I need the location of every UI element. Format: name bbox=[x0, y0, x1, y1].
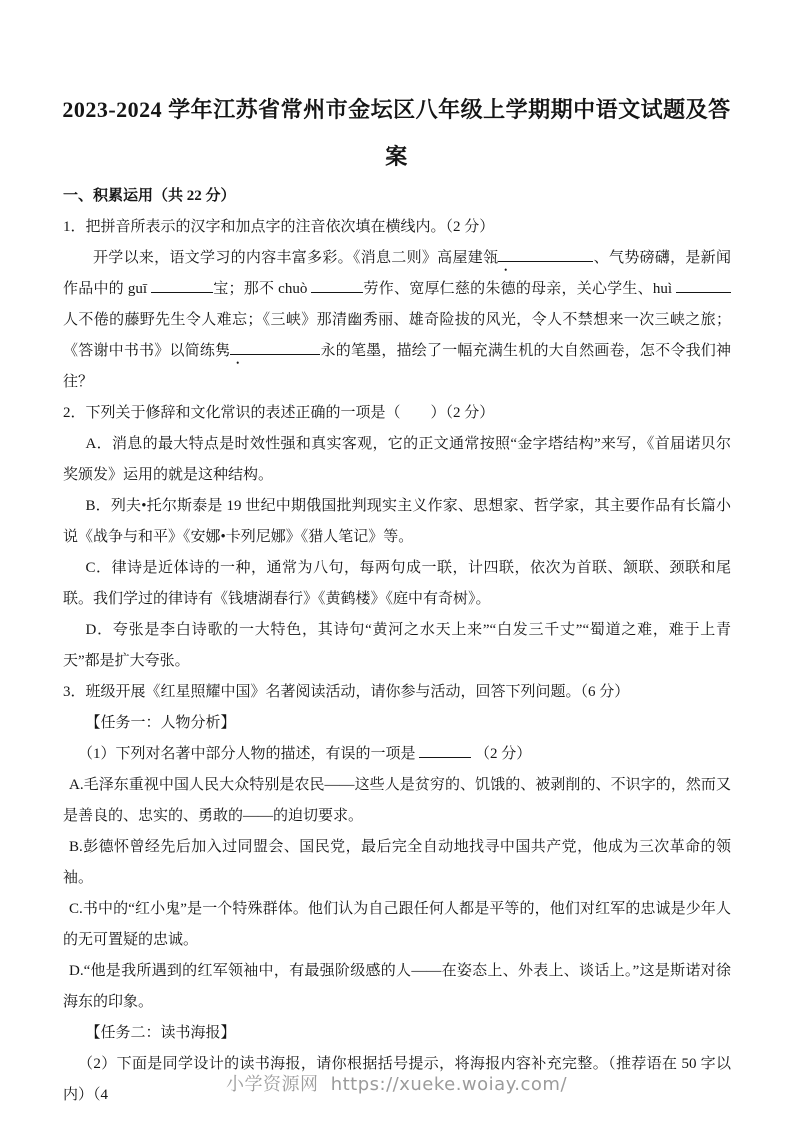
task-1-heading-text: 【任务一：人物分析】 bbox=[85, 715, 236, 731]
question-2-stem bbox=[63, 398, 731, 429]
question-3-1-stem-text: （2 分） bbox=[471, 746, 532, 762]
answer-blank bbox=[311, 290, 363, 293]
question-3-1-option-a-text: A.毛泽东重视中国人民大众特别是农民——这些人是贫穷的、饥饿的、被剥削的、不识字的，然而又是善良的、忠实的、勇敢的——的迫切要求。 bbox=[63, 777, 731, 824]
question-3-1-stem-text: （1）下列对名著中部分人物的描述，有误的一项是 bbox=[78, 746, 420, 762]
question-2-option-d-text: D．夸张是李白诗歌的一大特色，其诗句“黄河之水天上来”“白发三千丈”“蜀道之难，难于上青天”都是扩大夸张。 bbox=[63, 622, 731, 669]
question-3-1-option-b bbox=[63, 832, 731, 894]
answer-blank bbox=[498, 259, 593, 262]
question-3-1-option-c-text: C.书中的“红小鬼”是一个特殊群体。他们认为自己跟任何人都是平等的，他们对红军的忠诚是少年人的无可置疑的忠诚。 bbox=[63, 901, 731, 948]
footer-site-name: 小学资源网 bbox=[225, 1074, 319, 1095]
question-2-option-d bbox=[63, 615, 731, 677]
answer-blank bbox=[230, 352, 320, 355]
footer-site-url[interactable]: https://xueke.woiay.com/ bbox=[330, 1074, 568, 1095]
answer-blank bbox=[676, 290, 731, 293]
question-3-1-option-d bbox=[63, 956, 731, 1018]
question-3-1-option-d-text: D.“他是我所遇到的红军领袖中，有最强阶级感的人——在姿态上、外表上、谈话上。”这是斯诺对徐海东的印象。 bbox=[63, 963, 731, 1010]
emphasized-char: 瓴 bbox=[483, 250, 499, 266]
question-3-1-stem bbox=[63, 739, 731, 770]
question-2-option-a bbox=[63, 429, 731, 491]
answer-blank bbox=[151, 290, 213, 293]
task-2-heading-text: 【任务二：读书海报】 bbox=[85, 1025, 236, 1041]
question-3-1-option-b-text: B.彭德怀曾经先后加入过同盟会、国民党，最后完全自动地找寻中国共产党，他成为三次革命的领袖。 bbox=[63, 839, 731, 886]
question-1-passage-text: 人不倦的藤野先生令人难忘；《三峡》那清幽秀丽、雄奇险拔的风光，令人不禁想来一次三峡之旅；《答谢中书书》以简练 bbox=[63, 312, 731, 359]
question-3-1-option-a bbox=[63, 770, 731, 832]
question-1-passage-text: 开学以来，语文学习的内容丰富多彩。《消息二则》高屋建 bbox=[93, 250, 484, 266]
question-2-option-b-text: B．列夫•托尔斯泰是 19 世纪中期俄国批判现实主义作家、思想家、哲学家，其主要作品有长篇小说《战争与和平》《安娜•卡列尼娜》《猎人笔记》等。 bbox=[63, 498, 731, 545]
page-footer bbox=[0, 1070, 793, 1096]
question-2-option-c-text: C．律诗是近体诗的一种，通常为八句，每两句成一联，计四联，依次为首联、颔联、颈联和尾联。我们学过的律诗有《钱塘湖春行》《黄鹤楼》《庭中有奇树》。 bbox=[63, 560, 731, 607]
question-2-option-c bbox=[63, 553, 731, 615]
document-title-line2: 案 bbox=[385, 144, 408, 169]
section-1-heading-text: 一、积累运用（共 22 分） bbox=[63, 188, 236, 204]
question-1-stem-text: 1．把拼音所表示的汉字和加点字的注音依次填在横线内。（2 分） bbox=[63, 219, 495, 235]
question-3-2-stem-text: （2）下面是同学设计的读书海报，请你根据括号提示，将海报内容补充完整。（推荐语在 50 字以内）（4 bbox=[63, 1056, 731, 1103]
question-3-stem-text: 3．班级开展《红星照耀中国》名著阅读活动，请你参与活动，回答下列问题。（6 分） bbox=[63, 684, 630, 700]
task-1-heading bbox=[63, 708, 731, 739]
question-2-option-a-text: A．消息的最大特点是时效性强和真实客观，它的正文通常按照“金字塔结构”来写，《首届诺贝尔奖颁发》运用的就是这种结构。 bbox=[63, 436, 731, 483]
question-1-passage-text: 、气势磅礴，是新闻作品中的 guī bbox=[63, 250, 731, 297]
question-1-stem bbox=[63, 212, 731, 243]
question-1-passage-text: 宝；那不 chuò bbox=[213, 281, 312, 297]
question-1-passage-text: 劳作、宽厚仁慈的朱德的母亲，关心学生、huì bbox=[363, 281, 677, 297]
document-title bbox=[60, 86, 733, 180]
question-2-stem-text: 2．下列关于修辞和文化常识的表述正确的一项是（ ）（2 分） bbox=[63, 405, 495, 421]
question-3-1-option-c bbox=[63, 894, 731, 956]
document-title-line1: 2023-2024 学年江苏省常州市金坛区八年级上学期期中语文试题及答 bbox=[62, 97, 731, 122]
question-1-passage bbox=[63, 243, 731, 398]
emphasized-char: 隽 bbox=[215, 343, 231, 359]
question-2-option-b bbox=[63, 491, 731, 553]
question-1-passage-text: 永的笔墨，描绘了一幅充满生机的大自然画卷，怎不令我们神往？ bbox=[63, 343, 731, 390]
document-body bbox=[63, 181, 731, 1111]
task-2-heading bbox=[63, 1018, 731, 1049]
question-3-stem bbox=[63, 677, 731, 708]
answer-blank bbox=[419, 755, 471, 758]
section-1-heading bbox=[63, 181, 731, 212]
